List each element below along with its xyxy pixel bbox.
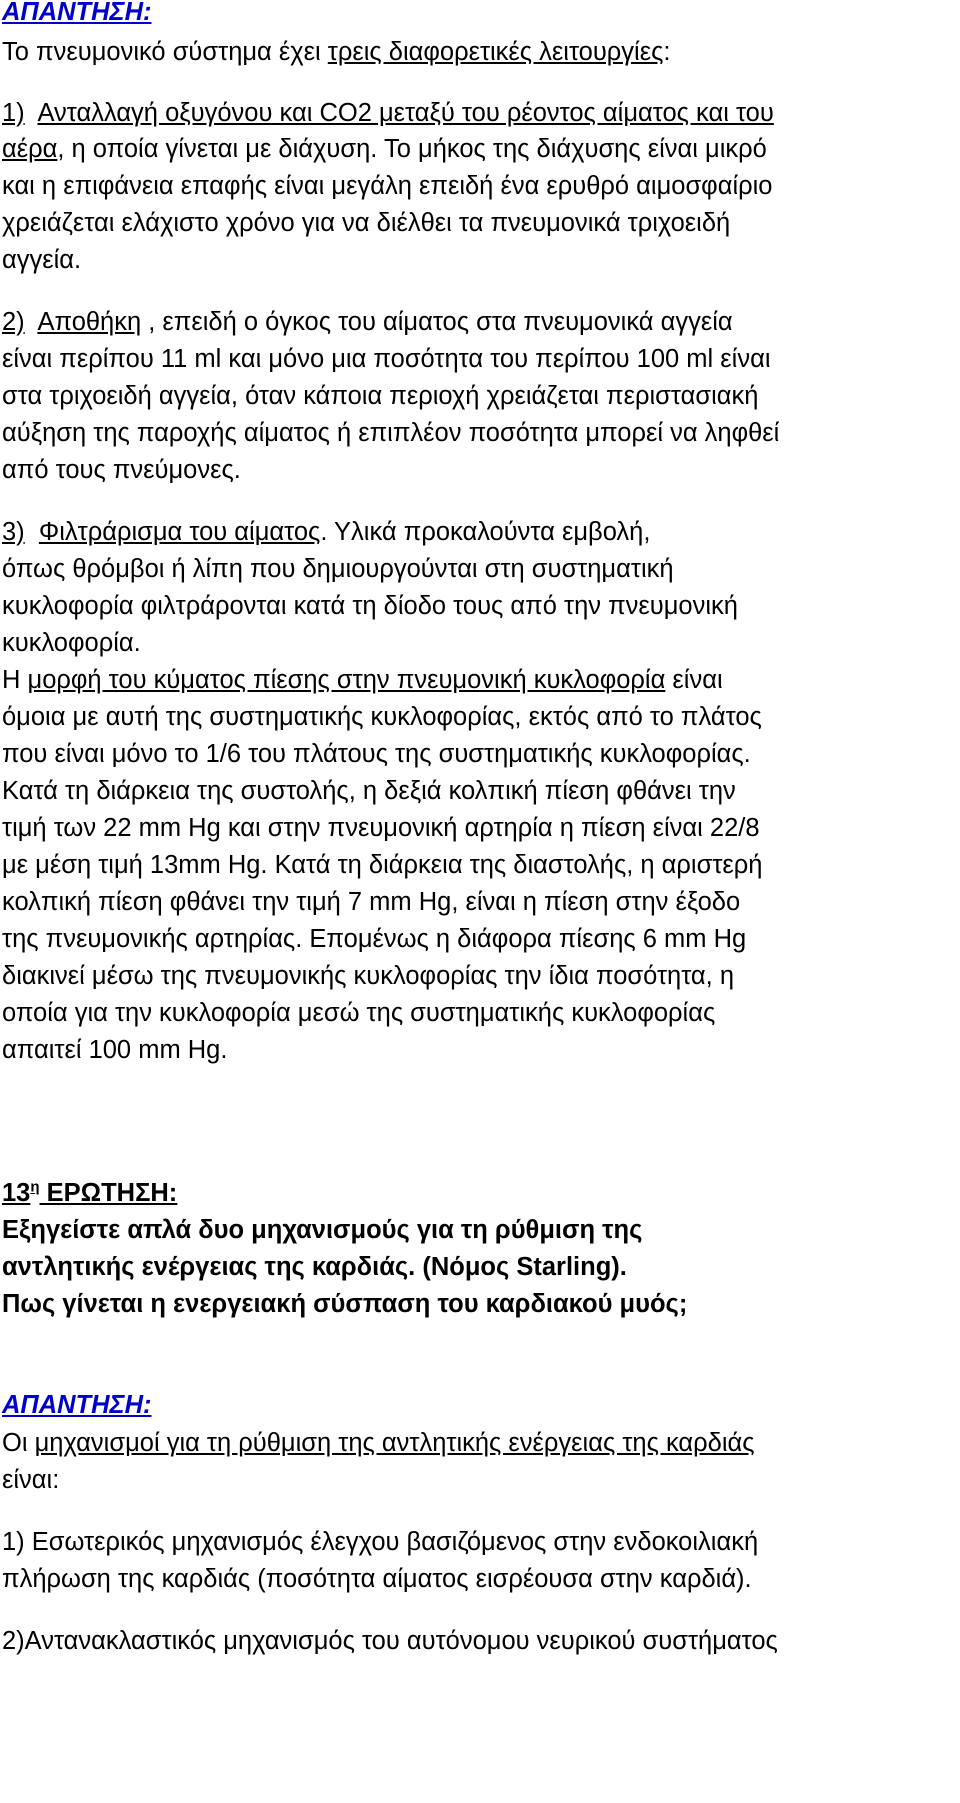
pressure-line-4: Κατά τη διάρκεια της συστολής, η δεξιά κολπική πίεση φθάνει την	[2, 777, 736, 805]
function-3-line-4: κυκλοφορία.	[2, 629, 141, 657]
mechanisms-line-2: είναι:	[2, 1466, 60, 1494]
pressure-line-3: που είναι μόνο το 1/6 του πλάτους της συστηματικής κυκλοφορίας.	[2, 740, 751, 768]
function-1-line-3: και η επιφάνεια επαφής είναι μεγάλη επειδή ένα ερυθρό αιμοσφαίριο	[2, 172, 773, 200]
function-1-line-2: αέρα, η οποία γίνεται με διάχυση. Το μήκος της διάχυσης είναι μικρό	[2, 135, 767, 163]
question-number: $13^\eta$ ΕΡΩΤΗΣΗ:	[2, 1178, 178, 1207]
pressure-line-8: της πνευμονικής αρτηρίας. Επομένως η διάφορα πίεσης 6 mm Hg	[2, 925, 747, 953]
function-3-line-1: 3) Φιλτράρισμα του αίματος. Υλικά προκαλούντα εμβολή,	[2, 518, 651, 546]
answer-heading-2: ΑΠΑΝΤΗΣΗ:	[2, 1391, 152, 1419]
question-line-1: Εξηγείστε απλά δυο μηχανισμούς για τη ρύθμιση της	[2, 1216, 643, 1244]
question-line-3: Πως γίνεται η ενεργειακή σύσπαση του καρδιακού μυός;	[2, 1290, 688, 1318]
function-2-line-5: από τους πνεύμονες.	[2, 456, 241, 484]
mechanism-2-line-1: 2)Αντανακλαστικός μηχανισμός του αυτόνομου νευρικού συστήματος	[2, 1627, 778, 1655]
pressure-line-5: τιμή των 22 mm Hg και στην πνευμονική αρτηρία η πίεση είναι 22/8	[2, 814, 760, 842]
pressure-line-2: όμοια με αυτή της συστηματικής κυκλοφορίας, εκτός από το πλάτος	[2, 703, 762, 731]
answer-heading: ΑΠΑΝΤΗΣΗ:	[2, 0, 152, 26]
mechanism-1-line-1: 1) Εσωτερικός μηχανισμός έλεγχου βασιζόμενος στην ενδοκοιλιακή	[2, 1528, 759, 1556]
function-3-line-3: κυκλοφορία φιλτράρονται κατά τη δίοδο τους από την πνευμονική	[2, 592, 738, 620]
pressure-line-6: με μέση τιμή 13mm Hg. Κατά τη διάρκεια της διαστολής, η αριστερή	[2, 851, 763, 879]
mechanism-1-line-2: πλήρωση της καρδιάς (ποσότητα αίματος εισρέουσα στην καρδιά).	[2, 1565, 752, 1593]
pressure-line-10: οποία για την κυκλοφορία μεσώ της συστηματικής κυκλοφορίας	[2, 999, 716, 1027]
function-1-line-4: χρειάζεται ελάχιστο χρόνο για να διέλθει τα πνευμονικά τριχοειδή	[2, 209, 731, 237]
pressure-line-1: Η μορφή του κύματος πίεσης στην πνευμονική κυκλοφορία είναι	[2, 666, 723, 694]
function-1-line-5: αγγεία.	[2, 246, 82, 274]
function-2-line-3: στα τριχοειδή αγγεία, όταν κάποια περιοχή χρειάζεται περιστασιακή	[2, 382, 759, 410]
function-3-line-2: όπως θρόμβοι ή λίπη που δημιουργούνται στη συστηματική	[2, 555, 674, 583]
function-2-line-2: είναι περίπου 11 ml και μόνο μια ποσότητα του περίπου 100 ml είναι	[2, 345, 771, 373]
intro-line: Το πνευμονικό σύστημα έχει τρεις διαφορετικές λειτουργίες:	[2, 38, 671, 66]
function-1-line-1: 1) Ανταλλαγή οξυγόνου και CO2 μεταξύ του ρέοντος αίματος και του	[2, 99, 774, 127]
function-2-line-4: αύξηση της παροχής αίματος ή επιπλέον ποσότητα μπορεί να ληφθεί	[2, 419, 780, 447]
function-2-line-1: 2) Αποθήκη , επειδή ο όγκος του αίματος στα πνευμονικά αγγεία	[2, 308, 733, 336]
mechanisms-line-1: Οι μηχανισμοί για τη ρύθμιση της αντλητικής ενέργειας της καρδιάς	[2, 1429, 755, 1457]
pressure-line-7: κολπική πίεση φθάνει την τιμή 7 mm Hg, είναι η πίεση στην έξοδο	[2, 888, 741, 916]
pressure-line-11: απαιτεί 100 mm Hg.	[2, 1036, 228, 1064]
question-line-2: αντλητικής ενέργειας της καρδιάς. (Νόμος Starling).	[2, 1253, 627, 1281]
pressure-line-9: διακινεί μέσω της πνευμονικής κυκλοφορίας την ίδια ποσότητα, η	[2, 962, 735, 990]
